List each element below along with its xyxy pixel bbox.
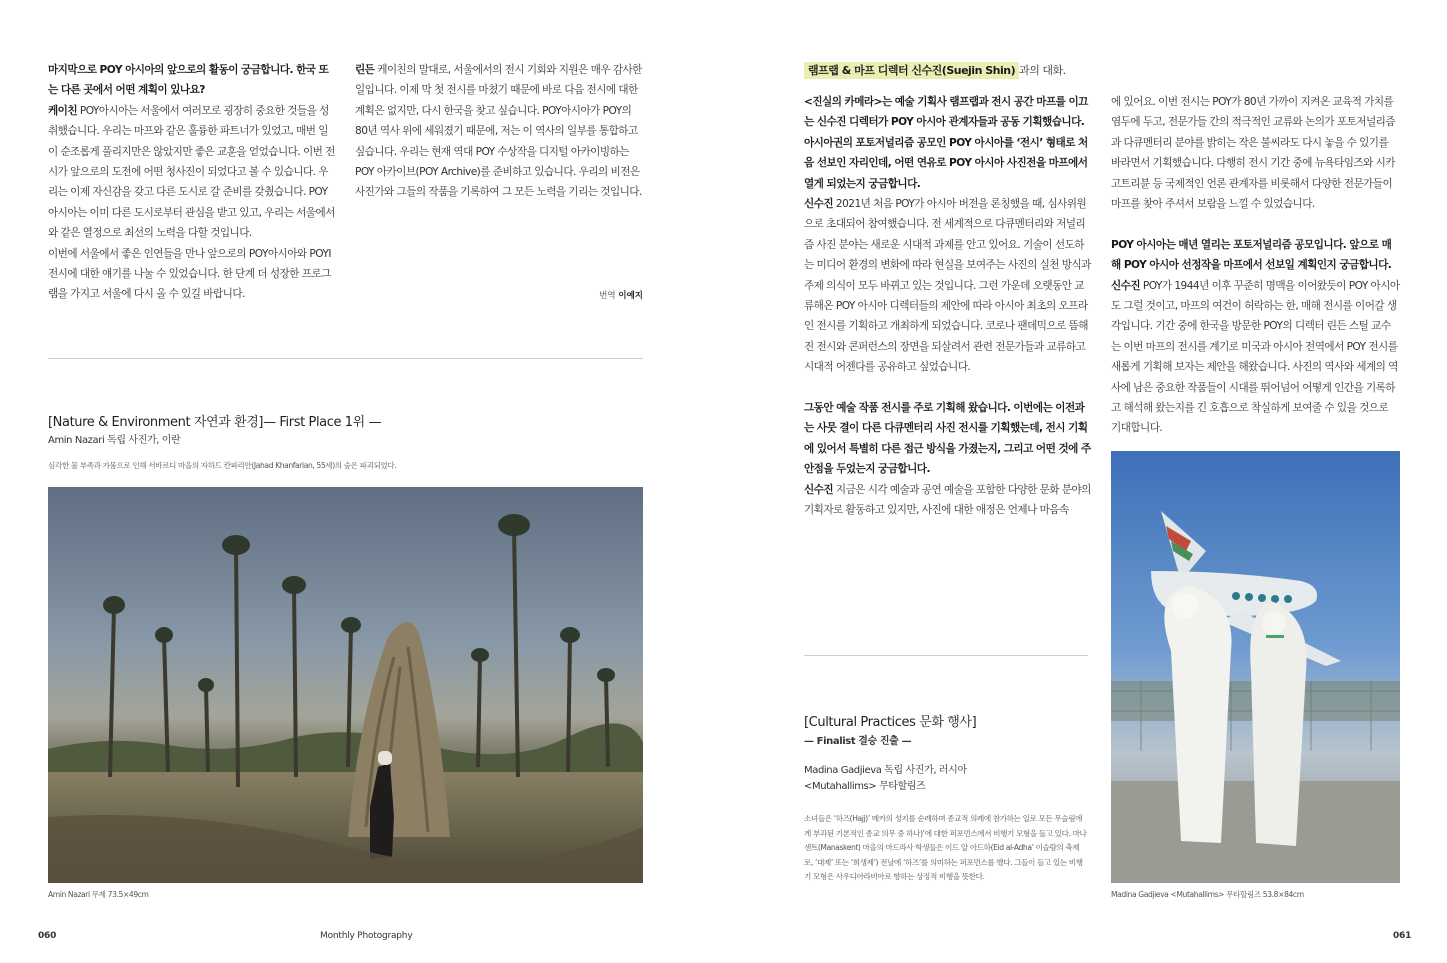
interview-question (1111, 235, 1400, 276)
speaker-name: 신수진 (1111, 279, 1141, 292)
interview-paragraph (804, 480, 1092, 521)
culture-section-title: [Cultural Practices 문화 행사] (804, 715, 977, 730)
right-column-1 (804, 92, 1092, 521)
right-folio: 061 (1393, 931, 1412, 941)
interview-heading-tail: 과의 대화. (1019, 64, 1066, 77)
nature-photo-caption: Amin Nazari 무제 73.5×49cm (48, 890, 149, 899)
translator-name: 이예지 (618, 291, 643, 301)
culture-section-award: — Finalist 결승 진출 — (804, 736, 912, 747)
paragraph-spacer (1111, 214, 1400, 234)
interview-question (804, 92, 1092, 194)
speaker-name: 신수진 (804, 198, 834, 211)
nature-section-author: Amin Nazari 독립 사진가, 이란 (48, 435, 181, 446)
girls-airplane-illustration (1111, 451, 1400, 883)
answer-text: POY아시아는 서울에서 여러모로 굉장히 중요한 것들을 성취했습니다. 우리는 마프와 같은 훌륭한 파트너가 있었고, 매번 일이 순조롭게 풀리지만은 않았지만 좋은 교훈을 얻었습니다. 이번 전시가 앞으로의 도전에 어떤 청사진이 되었다고 볼 수 있습니다. 우리는 이제 자신감을 갖고 다른 도시로 갈 준비를 갖췄습니다. POY아시아는 이미 다른 도시로부터 관심을 받고 있고, 우리는 서울에서와 같은 열정으로 최선의 노력을 다할 것입니다. (48, 104, 335, 240)
question-text: 마지막으로 POY 아시아의 앞으로의 활동이 궁금합니다. 한국 또는 다른 곳에서 어떤 계획이 있나요? (48, 64, 329, 97)
interview-question (48, 60, 336, 101)
culture-section-note: 소녀들은 ‘하즈(Hajj)’ 메카의 성지를 순례하며 종교적 의례에 참가하는 일로 모든 무슬림에게 부과된 기본적인 종교 의무 중 하나)’에 대한 퍼포먼스에서 비행기 모형을 들고 있다. 마나센트(Manaskent) 마을의 마드라사 학생들은 이드 알 아드하(Eid al-Adha’ 이슬람의 축제로, ‘대제’ 또는 ‘희생제’) 전날에 ‘하즈’를 의미하는 퍼포먼스를 했다. 그들이 들고 있는 비행기 모형은 사우디아라비아로 향하는 상징적 비행을 뜻한다. (804, 814, 1087, 881)
answer-text: POY가 1944년 이후 꾸준히 명맥을 이어왔듯이 POY 아시아도 그럴 것이고, 마프의 여건이 허락하는 한, 매해 전시를 이어갈 생각입니다. 기간 중에 한국을 방문한 POY의 디렉터 린든 스틸 교수는 이번 마프의 전시를 계기로 미국과 아시아 전역에서 POY 전시를 새롭게 기획해 보자는 제안을 해왔습니다. 사진의 역사와 세계의 역사에 남은 중요한 작품들이 시대를 뛰어넘어 어떻게 인간을 기록하고 해석해 왔는지를 긴 호흡으로 착실하게 보여줄 수 있을 것으로 기대합니다. (1111, 279, 1400, 435)
question-text: <진실의 카메라>는 예술 기획사 램프랩과 전시 공간 마프를 이끄는 신수진 디렉터가 POY 아시아 관계자들과 공동 기획했습니다. 아시아권의 포토저널리즘 공모인 POY 아시아를 ‘전시’ 형태로 처음 선보인 자리인데, 어떤 연유로 POY 아시아 사진전을 마프에서 열게 되었는지 궁금합니다. (804, 96, 1088, 190)
answer-text: 에 있어요. 이번 전시는 POY가 80년 가까이 지켜온 교육적 가치를 염두에 두고, 전문가들 간의 적극적인 교류와 논의가 포토저널리즘과 다큐멘터리 분야를 밝히는 작은 불씨라도 다시 놓을 수 있기를 바라면서 기획했습니다. 다행히 전시 기간 중에 뉴욕타임즈와 시카고트리뷴 등 국제적인 언론 관계자를 비롯해서 다양한 전문가들이 마프를 찾아 주셔서 보람을 느낄 수 있었습니다. (1111, 96, 1395, 211)
question-text: 그동안 예술 작품 전시를 주로 기획해 왔습니다. 이번에는 이전과는 사뭇 결이 다른 다큐멘터리 사진 전시를 기획했는데, 전시 기획에 있어서 특별히 다른 접근 방식을 가졌는지, 그리고 어떤 것에 주안점을 두었는지 궁금합니다. (804, 402, 1091, 476)
palm-landscape-illustration (48, 487, 643, 883)
speaker-name: 신수진 (804, 483, 834, 496)
nature-photo (48, 487, 643, 883)
interview-paragraph (1111, 276, 1400, 439)
culture-section-work: <Mutahallims> 무타할림즈 (804, 781, 926, 792)
left-folio: 060 (38, 931, 57, 941)
left-column-2 (355, 60, 643, 203)
interview-paragraph (355, 60, 643, 203)
interview-paragraph (1111, 92, 1400, 214)
paragraph-spacer (804, 378, 1092, 398)
question-text: POY 아시아는 매년 열리는 포토저널리즘 공모입니다. 앞으로 매해 POY 아시아 선정작을 마프에서 선보일 계획인지 궁금합니다. (1111, 238, 1392, 272)
interview-heading-highlight: 램프랩 & 마프 디렉터 신수진(Suejin Shin) (804, 62, 1019, 79)
interview-paragraph (804, 194, 1092, 378)
culture-photo-caption: Madina Gadjieva <Mutahallims> 무타할림즈 53.8×84cm (1111, 890, 1304, 899)
nature-section-title: [Nature & Environment 자연과 환경]— First Place 1위 — (48, 415, 382, 430)
answer-text: 지금은 시각 예술과 공연 예술을 포함한 다양한 문화 분야의 기획자로 활동하고 있지만, 사진에 대한 애정은 언제나 마음속 (804, 483, 1091, 517)
answer-text: 2021년 처음 POY가 아시아 버전을 론칭했을 때, 심사위원으로 초대되어 참여했습니다. 전 세계적으로 다큐멘터리와 저널리즘 사진 분야는 새로운 시대적 과제를 안고 있어요. 기술이 선도하는 미디어 환경의 변화에 따라 현실을 보여주는 사진의 실천 방식과 주제 의식이 모두 바뀌고 있는 것입니다. 그런 가운데 오랫동안 교류해온 POY 아시아 디렉터들의 제안에 따라 아시아 최초의 오프라인 전시를 기획하고 개최하게 되었습니다. 코로나 팬데믹으로 뜸해진 전시와 콘퍼런스의 장면을 되살려서 관련 전문가들과 교류하고 시대적 어젠다를 공유하고 싶었습니다. (804, 198, 1091, 374)
interview-question (804, 398, 1092, 480)
right-column-2 (1111, 92, 1400, 439)
left-divider (48, 358, 643, 359)
left-column-1 (48, 60, 336, 305)
answer-text: 케이친의 말대로, 서울에서의 전시 기회와 지원은 매우 감사한 일입니다. 이제 막 첫 전시를 마쳤기 때문에 바로 다음 전시에 대한 계획은 없지만, 다시 한국을 찾고 싶습니다. POY아시아가 POY의 80년 역사 위에 세워졌기 때문에, 저는 이 역사의 일부를 통합하고 싶습니다. 우리는 현재 역대 POY 수상작을 디지털 아카이빙하는 POY 아카이브(POY Archive)를 준비하고 있습니다. 우리의 비전은 사진가와 그들의 작품을 기록하여 그 모든 노력을 기리는 것입니다. (355, 64, 642, 199)
culture-photo (1111, 451, 1400, 883)
magazine-name: Monthly Photography (320, 931, 413, 941)
interview-heading (804, 62, 1066, 78)
nature-photo-note: 심각한 물 부족과 가뭄으로 인해 서바르디 마을의 자하드 칸파리안(Jahad Khanfarian, 55세)의 숲은 파괴되었다. (48, 461, 397, 470)
culture-section-author: Madina Gadjieva 독립 사진가, 러시아 (804, 765, 967, 776)
interview-paragraph (48, 244, 336, 305)
translator-label: 번역 (599, 291, 616, 301)
interview-paragraph (48, 101, 336, 244)
right-divider (804, 655, 1088, 656)
translator-credit (540, 289, 643, 301)
speaker-name: 케이친 (48, 104, 78, 117)
speaker-name: 린든 (355, 64, 375, 76)
answer-text: 이번에 서울에서 좋은 인연들을 만나 앞으로의 POY아시아와 POYI 전시에 대한 얘기를 나눌 수 있었습니다. 한 단계 더 성장한 프로그램을 가지고 서울에 다시 올 수 있길 바랍니다. (48, 247, 331, 301)
